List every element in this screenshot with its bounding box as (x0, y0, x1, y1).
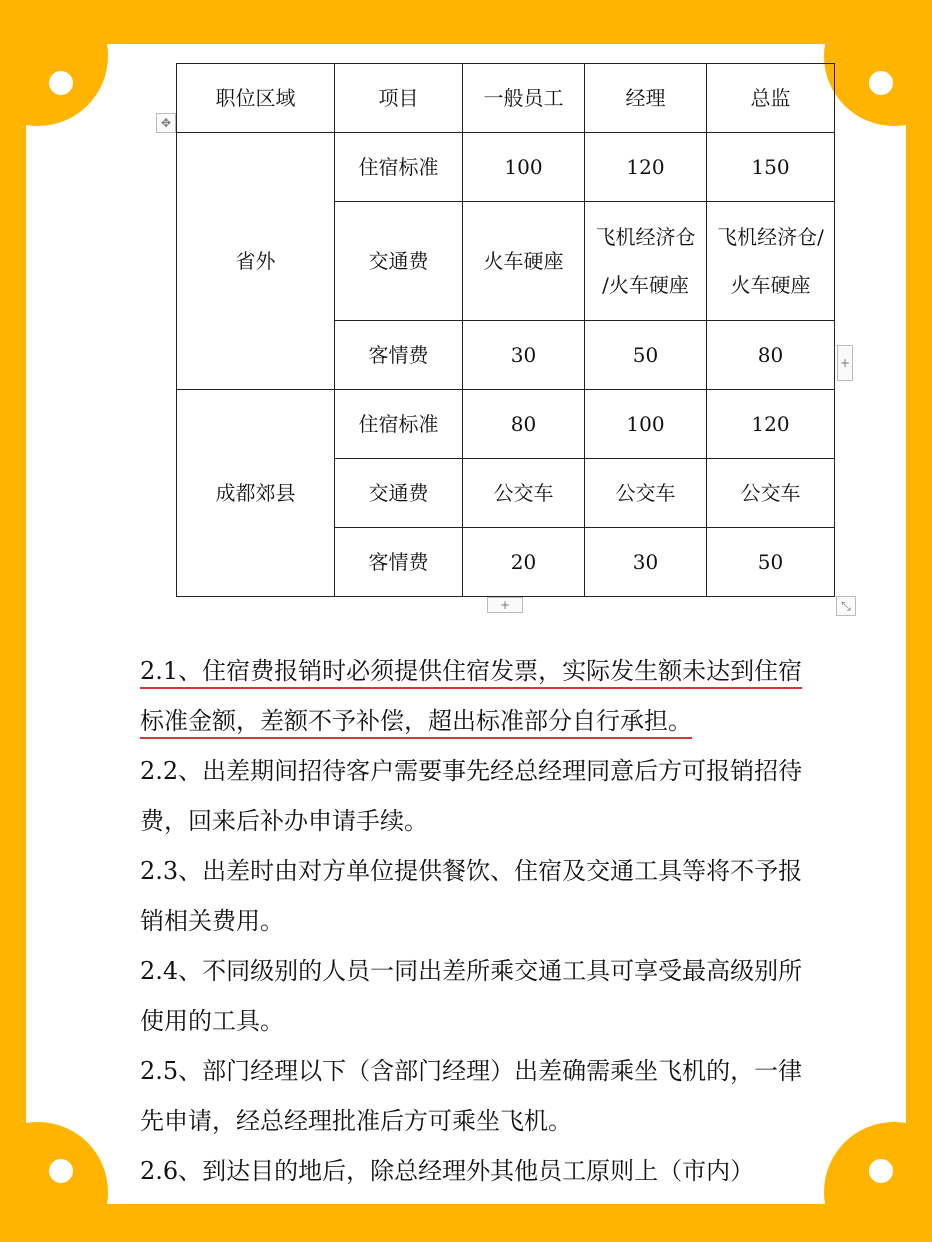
director-cell: 150 (707, 133, 835, 202)
header-cell-item: 项目 (335, 64, 463, 133)
item-cell: 客情费 (335, 321, 463, 390)
paragraph: 2.4、不同级别的人员一同出差所乘交通工具可享受最高级别所使用的工具。 (140, 957, 803, 1035)
staff-cell: 80 (463, 390, 585, 459)
item-cell: 住宿标准 (335, 133, 463, 202)
manager-cell-line-2: /火车硬座 (602, 273, 689, 297)
table-resize-handle-icon[interactable]: ⤡ (836, 596, 856, 616)
travel-expense-table (176, 63, 835, 597)
paragraph: 2.2、出差期间招待客户需要事先经总经理同意后方可报销招待费，回来后补办申请手续。 (140, 757, 803, 835)
corner-dot-top-left (49, 71, 73, 95)
header-cell-director: 总监 (707, 64, 835, 133)
manager-cell: 120 (585, 133, 707, 202)
corner-dot-bottom-right (869, 1159, 893, 1183)
staff-cell: 火车硬座 (463, 202, 585, 321)
policy-text (140, 646, 820, 1196)
corner-dot-top-right (869, 71, 893, 95)
table-row (177, 133, 835, 202)
table-row (177, 390, 835, 459)
director-cell (707, 202, 835, 321)
manager-cell: 公交车 (585, 459, 707, 528)
table-header-row (177, 64, 835, 133)
item-cell: 客情费 (335, 528, 463, 597)
manager-cell (585, 202, 707, 321)
director-cell-line-2: 火车硬座 (730, 273, 811, 297)
item-cell: 交通费 (335, 202, 463, 321)
corner-decoration-bottom-right (824, 1122, 906, 1204)
header-cell-staff: 一般员工 (463, 64, 585, 133)
paragraph (140, 646, 820, 746)
add-row-handle-icon[interactable]: + (487, 597, 523, 613)
add-column-handle-icon[interactable]: + (837, 345, 853, 381)
staff-cell: 公交车 (463, 459, 585, 528)
item-cell: 住宿标准 (335, 390, 463, 459)
manager-cell: 30 (585, 528, 707, 597)
manager-cell: 100 (585, 390, 707, 459)
manager-cell-line-1: 飞机经济仓 (595, 225, 696, 249)
paragraph: 2.5、部门经理以下（含部门经理）出差确需乘坐飞机的，一律先申请，经总经理批准后方可乘坐飞机。 (140, 1057, 803, 1135)
header-cell-region: 职位区域 (177, 64, 335, 133)
staff-cell: 100 (463, 133, 585, 202)
corner-dot-bottom-left (49, 1159, 73, 1183)
table-move-handle-icon[interactable]: ✥ (156, 113, 176, 133)
item-cell: 交通费 (335, 459, 463, 528)
region-cell: 成都郊县 (177, 390, 335, 597)
manager-cell: 50 (585, 321, 707, 390)
staff-cell: 30 (463, 321, 585, 390)
director-cell: 50 (707, 528, 835, 597)
paragraph: 2.3、出差时由对方单位提供餐饮、住宿及交通工具等将不予报销相关费用。 (140, 857, 803, 935)
staff-cell: 20 (463, 528, 585, 597)
region-cell: 省外 (177, 133, 335, 390)
header-cell-manager: 经理 (585, 64, 707, 133)
director-cell: 80 (707, 321, 835, 390)
director-cell: 公交车 (707, 459, 835, 528)
paragraph: 2.6、到达目的地后，除总经理外其他员工原则上（市内） (140, 1157, 755, 1185)
director-cell-line-1: 飞机经济仓/ (717, 225, 824, 249)
corner-decoration-top-right (824, 44, 906, 126)
paragraph-underlined-text: 2.1、住宿费报销时必须提供住宿发票，实际发生额未达到住宿标准金额，差额不予补偿，超出标准部分自行承担。 (140, 657, 803, 735)
director-cell: 120 (707, 390, 835, 459)
